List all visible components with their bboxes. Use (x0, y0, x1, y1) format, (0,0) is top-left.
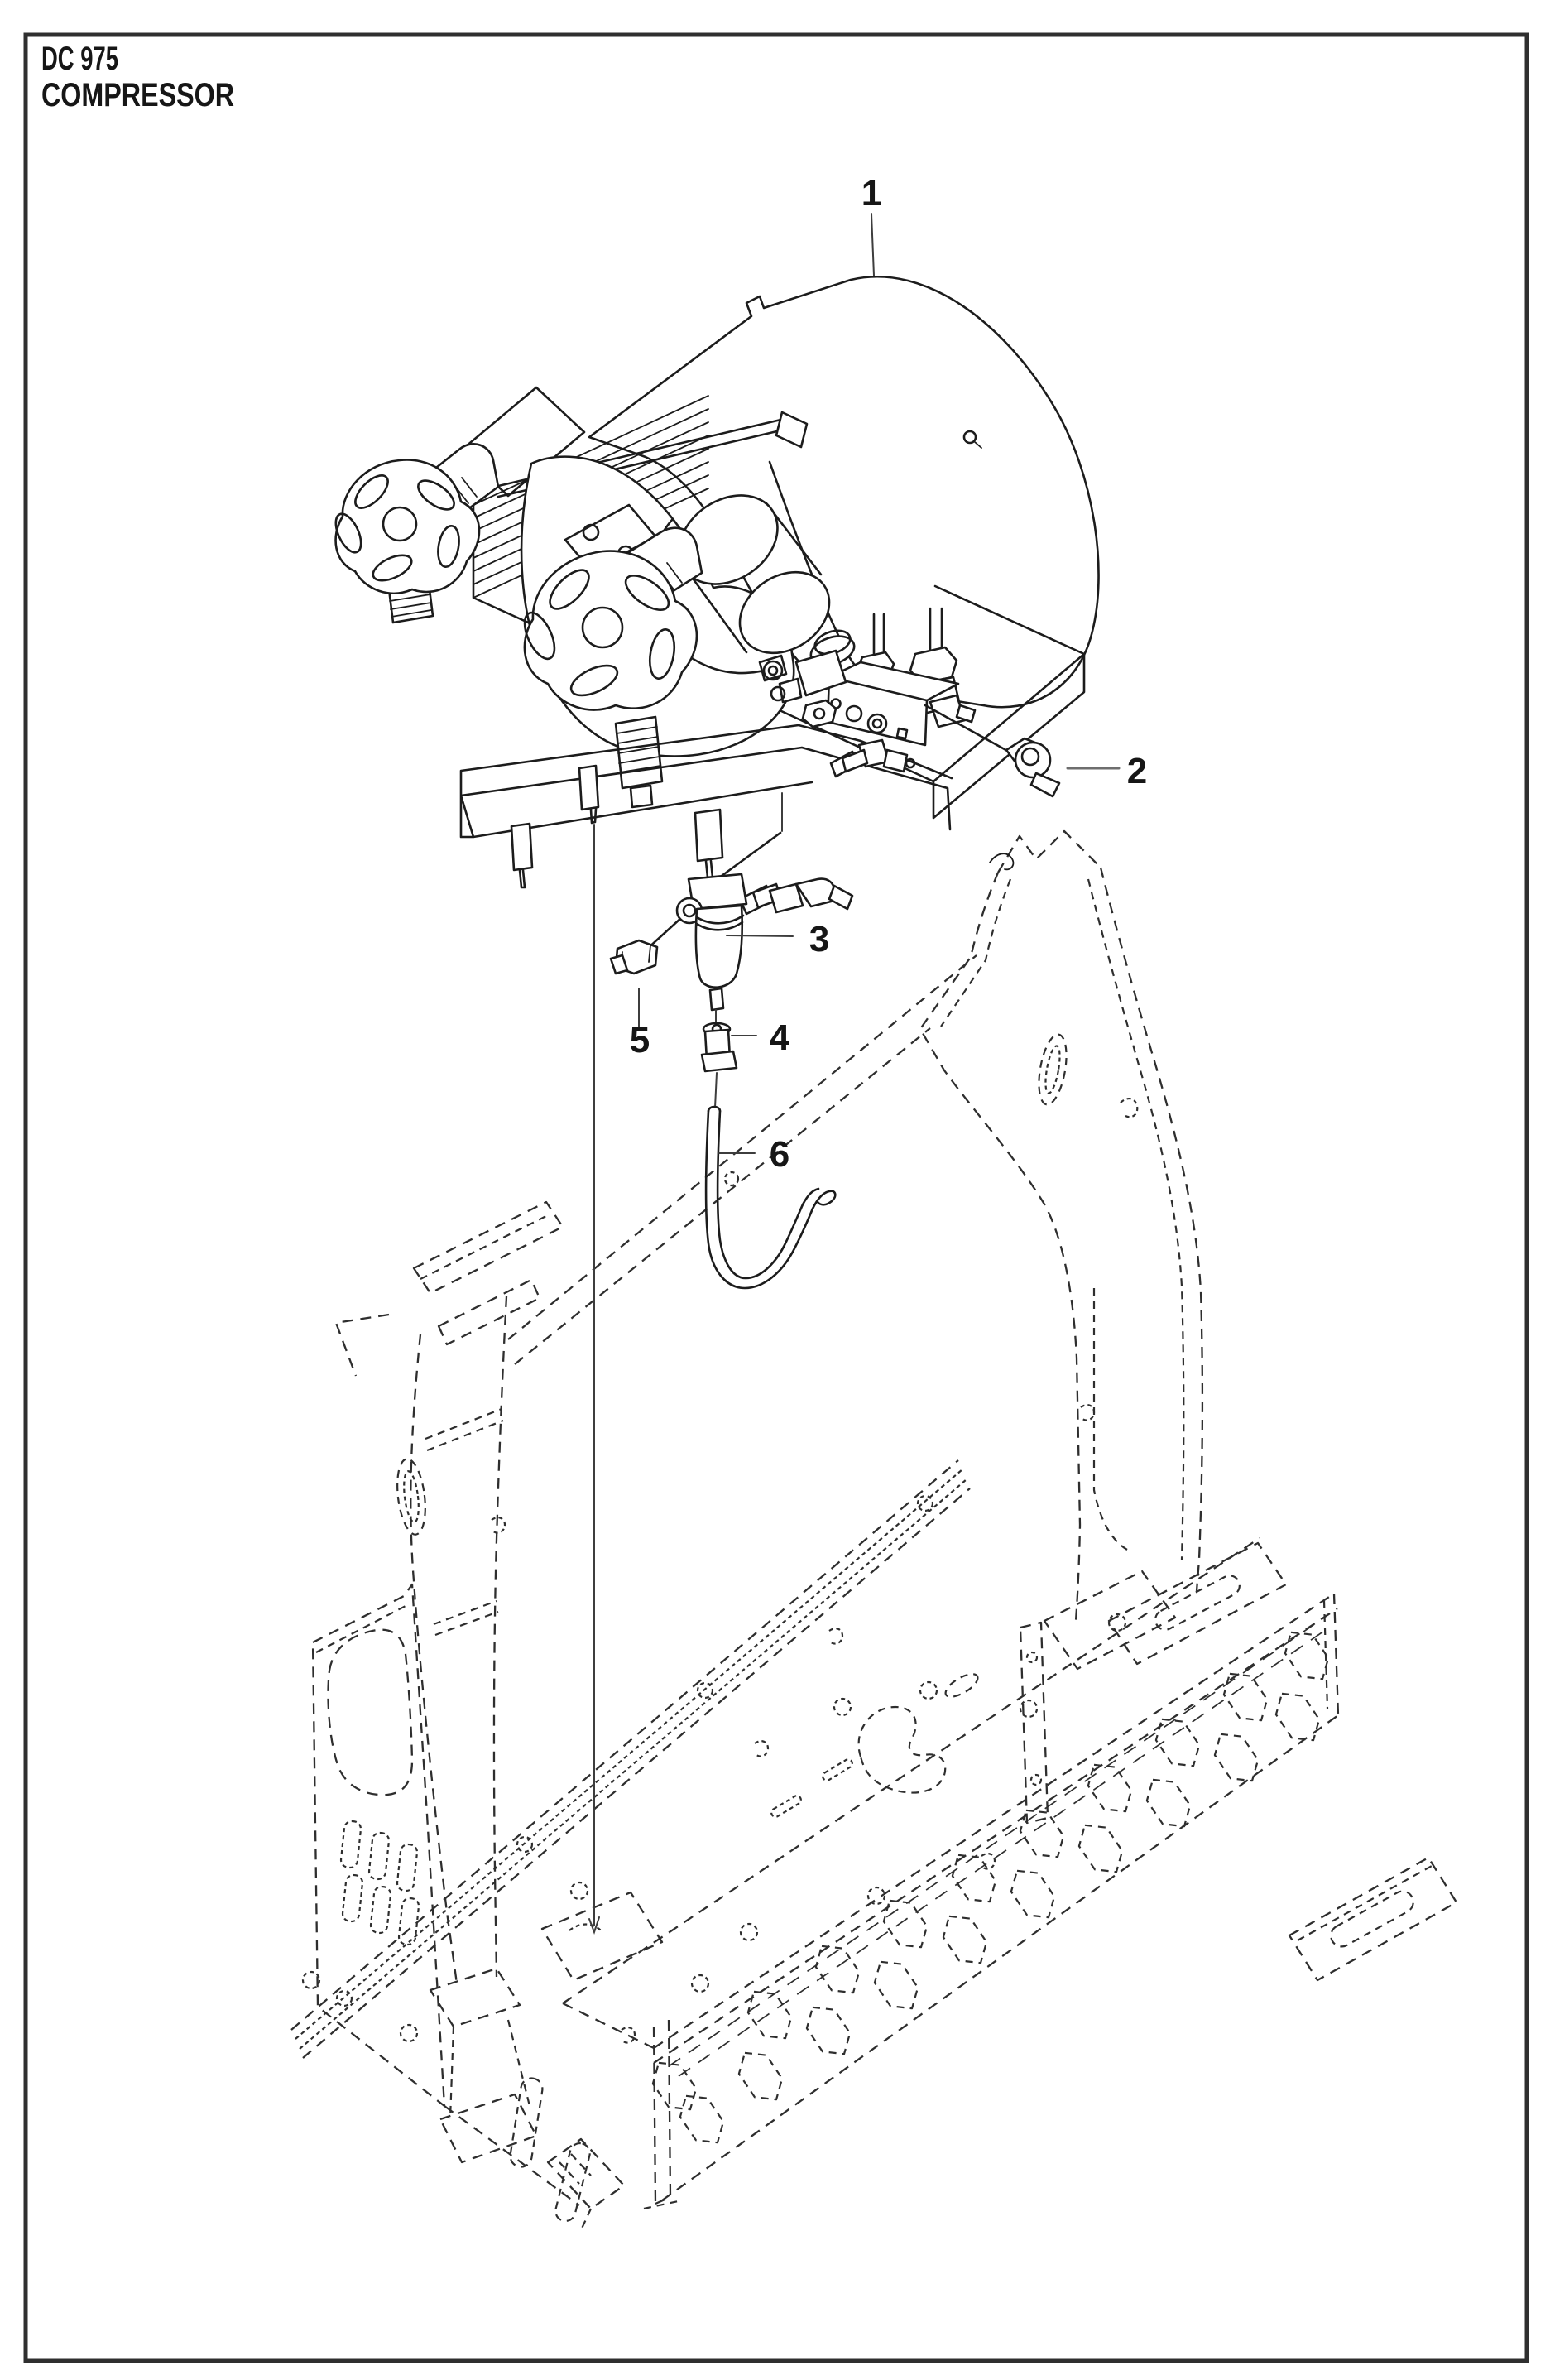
vent-hole (368, 1832, 390, 1880)
honeycomb-vents (645, 1623, 1336, 2152)
screw-head (834, 1699, 851, 1715)
separator-bowl (696, 906, 742, 988)
handle-lower-bar (439, 1280, 540, 1344)
strip-hole (1027, 1652, 1037, 1662)
column-top-edge (998, 831, 1101, 873)
hex-vent (876, 1892, 934, 1957)
hex-vent (672, 2087, 731, 2152)
link-line (715, 1073, 717, 1108)
base-front-top-edge (654, 1594, 1334, 2048)
rail-top-line (291, 1460, 958, 2030)
stud-tip (631, 786, 652, 807)
screw-head (401, 2025, 417, 2041)
vent-hole (396, 1844, 418, 1892)
column-inner-line (1088, 879, 1183, 1560)
hex-vent (740, 1983, 799, 2048)
rail-hole (698, 1683, 713, 1698)
rail-hole (517, 1837, 532, 1852)
bracket-strip (1020, 1623, 1048, 1823)
plate-outline (1109, 1543, 1286, 1664)
column-left-edge (920, 873, 1080, 1621)
column-right-edge (1101, 868, 1202, 1591)
inline-fitting-part4 (702, 1023, 737, 1071)
panel-opening (328, 1630, 412, 1796)
hex-vent (1080, 1756, 1139, 1821)
hex-vent (731, 2044, 789, 2109)
small-curl (492, 1517, 505, 1532)
hex-vent (866, 1953, 925, 2018)
base-corner-foot (644, 2200, 682, 2209)
drain-nipple (695, 810, 722, 861)
column-rung (425, 1409, 503, 1450)
column-slot-hole (1034, 1032, 1071, 1107)
slotted-plate-lower (1289, 1858, 1457, 1980)
hinge-rail (291, 1460, 970, 2058)
base-left-top-edge (563, 2003, 654, 2048)
column-foot-link (450, 2020, 530, 2119)
hex-vent (808, 1937, 866, 2003)
plate-slot (1327, 1887, 1418, 1950)
water-separator-part3 (677, 874, 746, 1010)
nut-fitting-part5 (611, 940, 657, 974)
tube-hook-end (803, 1189, 835, 1209)
hex-vent (1277, 1623, 1336, 1689)
drain-cock-wing (842, 750, 867, 772)
left-side-panel (313, 1584, 444, 2106)
screw-head (571, 1882, 588, 1899)
base-bottom-edge (662, 1715, 1338, 2200)
small-curl (1121, 1099, 1137, 1117)
hex-vent (1268, 1685, 1327, 1750)
callout-5-label: 5 (629, 1020, 650, 1060)
handle-bracket-inner (420, 1214, 550, 1279)
screw-head (920, 1682, 937, 1699)
drain-nipple-tip (706, 861, 713, 877)
callout-1-label: 1 (861, 173, 882, 214)
drain-pipe-diagonal (722, 833, 780, 876)
separator-outlet (710, 988, 723, 1010)
base-front-top-edge-2 (654, 1608, 1337, 2063)
hex-vent (935, 1907, 994, 1973)
drain-valve-removed (740, 879, 852, 914)
floor-edge (444, 2106, 579, 2205)
base-front-lip (669, 1618, 1329, 2076)
base-left-bracket (548, 2139, 624, 2209)
rear-beam-upper (508, 955, 977, 1339)
rail-hole (918, 1496, 933, 1511)
plate-inner-edge (1298, 1866, 1432, 1940)
callout-4-label: 4 (769, 1017, 790, 1058)
foot-pin-tip (591, 809, 596, 823)
column-foot-plate (440, 2094, 536, 2162)
hex-vent (1207, 1725, 1265, 1791)
base-rear-top-edge (563, 1538, 1260, 2003)
hex-fitting (803, 700, 836, 727)
valve-nipple (829, 886, 852, 909)
callout-1-position-line (589, 825, 599, 1932)
hex-vent (1139, 1771, 1197, 1836)
screw-head (692, 1975, 708, 1992)
part2-nipple (1031, 773, 1059, 796)
vent-hole (370, 1886, 391, 1934)
column-inner-line (941, 879, 1010, 1027)
rail-stitch-line (295, 1469, 962, 2039)
panel-outline (313, 1584, 444, 2106)
handle-bracket (414, 1202, 563, 1293)
small-curl (1081, 1405, 1094, 1420)
drain-cock (831, 740, 914, 777)
slotted-plate-upper (1109, 1543, 1286, 1664)
end-vent-slot (554, 2142, 593, 2224)
hex-vent (1148, 1710, 1207, 1776)
column-slot-hole-inner (401, 1470, 420, 1522)
panel-inner-edge (316, 1606, 406, 1652)
rear-beam-lower (515, 1028, 930, 1364)
small-curl (755, 1741, 768, 1756)
fitting-skirt (702, 1051, 737, 1071)
tube-cap (708, 1107, 720, 1111)
hex-vent (1216, 1665, 1274, 1730)
small-curl (829, 1628, 842, 1643)
callout-3-label: 3 (809, 919, 830, 959)
foot-pin-tip (520, 870, 525, 887)
chassis-frame (291, 831, 1457, 2230)
screw-head (741, 1924, 757, 1940)
page-title-model: DC 975 (41, 41, 118, 77)
column-rung (434, 1601, 498, 1635)
column-gusset (336, 1315, 389, 1376)
callout-1-leader (871, 214, 874, 276)
rail-bottom-line (303, 1488, 970, 2058)
small-curl (622, 2027, 635, 2042)
left-support-column (336, 1202, 563, 2162)
slot-hole (770, 1794, 802, 1818)
screw-heads (303, 1682, 1037, 2041)
compressor-assembly (331, 276, 1099, 1288)
vent-hole (340, 1820, 362, 1868)
oval-slot (943, 1670, 981, 1701)
cable-cutout (859, 1707, 946, 1793)
tube-inner-wall (718, 1111, 803, 1278)
hex-vent (944, 1846, 1003, 1911)
slot-hole (821, 1757, 853, 1781)
tube-outer-wall (706, 1111, 813, 1288)
base-tray (444, 1538, 1338, 2230)
panel-vent-holes (340, 1820, 420, 1945)
vent-hole (398, 1897, 420, 1945)
beam-hole (725, 1172, 738, 1185)
strip-hole (1031, 1775, 1041, 1785)
column-rib (1094, 1288, 1127, 1550)
compressor-mount-plate (542, 1892, 662, 1980)
column-slot-hole-inner (1043, 1045, 1063, 1094)
base-right-end-edge (1334, 1594, 1338, 1715)
callout-3-leader (727, 935, 793, 936)
drain-cock-nipple (884, 750, 907, 772)
hex-vent (1003, 1862, 1062, 1927)
right-support-column (920, 831, 1202, 1669)
plate-outline (1289, 1858, 1457, 1980)
hex-vent (799, 1998, 857, 2064)
column-foot (430, 1969, 520, 2027)
rail-stitch-line (300, 1479, 967, 2049)
callout-2-label: 2 (1126, 751, 1148, 791)
base-top-details (303, 1628, 1037, 2042)
callout-6-label: 6 (769, 1134, 790, 1175)
page-title-section: COMPRESSOR (41, 77, 235, 113)
vent-hole (342, 1874, 363, 1922)
foot-pin (511, 824, 532, 870)
foot-pin (579, 766, 598, 810)
